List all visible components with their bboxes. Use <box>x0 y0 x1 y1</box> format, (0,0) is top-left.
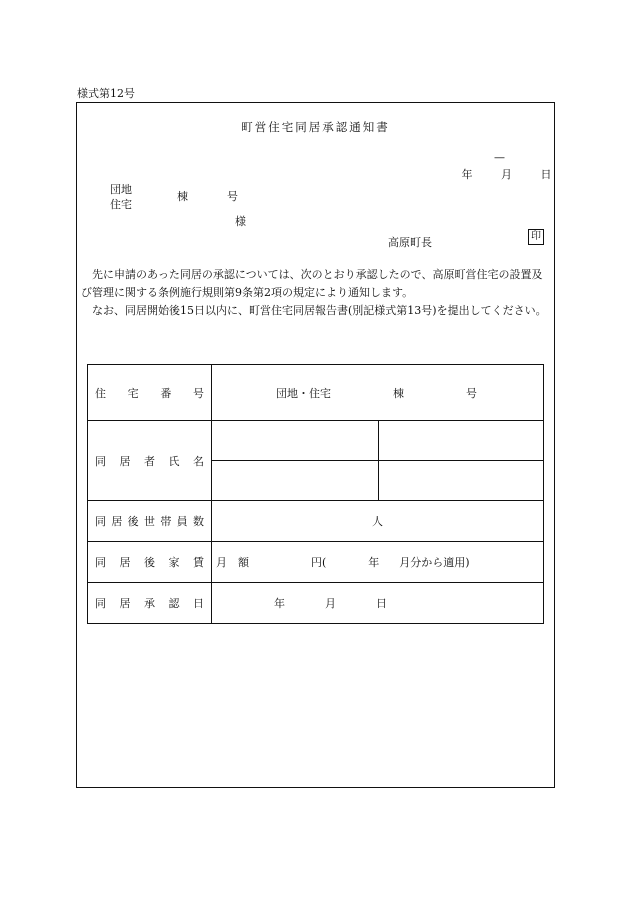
tou-label: 棟 <box>393 386 404 400</box>
jutaku-label: 住宅 <box>110 198 132 211</box>
cohabitant-name-cell-2 <box>379 421 544 461</box>
label-char: 居 <box>119 597 131 610</box>
addressee-sama: 様 <box>235 215 246 228</box>
label-char: 居 <box>111 515 123 528</box>
date-month: 月 <box>501 168 512 181</box>
approval-year: 年 <box>274 597 285 610</box>
applied-from-label: 月分から適用) <box>399 556 470 569</box>
label-char: 賃 <box>193 556 204 569</box>
date-year: 年 <box>461 168 473 181</box>
cohabitant-name-cell-4 <box>379 461 544 501</box>
label-rent <box>88 542 212 583</box>
danchi-jutaku-label: 団地・住宅 <box>276 386 331 400</box>
label-char: 者 <box>144 454 155 468</box>
table-row-rent <box>88 542 544 583</box>
label-char: 氏 <box>168 454 180 468</box>
label-char: 帯 <box>160 515 172 528</box>
label-char: 数 <box>192 515 204 528</box>
label-char: 認 <box>168 597 180 610</box>
cohabitant-name-cell-1 <box>212 421 379 461</box>
document-frame <box>76 102 555 788</box>
label-char: 同 <box>95 515 106 528</box>
approval-month: 月 <box>325 597 336 610</box>
document-title: 町営住宅同居承認通知書 <box>241 120 390 134</box>
addressee-gou: 号 <box>227 190 238 203</box>
table-row-house-number <box>88 365 544 421</box>
label-char: 号 <box>192 386 204 400</box>
label-cohabitant-name <box>88 421 212 501</box>
table-row-household-count <box>88 501 544 542</box>
issuer-name: 高原町長 <box>388 236 432 249</box>
label-char: 後 <box>144 556 155 569</box>
monthly-amount-label: 月 額 <box>216 556 249 569</box>
seal-stamp: 印 <box>528 229 544 245</box>
year-label: 年 <box>368 556 380 569</box>
danchi-label: 団地 <box>110 183 132 196</box>
label-char: 世 <box>143 515 155 528</box>
label-char: 同 <box>95 556 106 569</box>
label-char: 後 <box>127 515 139 528</box>
value-approval-date <box>212 583 544 624</box>
body-paragraph-2: なお、同居開始後15日以内に、町営住宅同居報告書(別記様式第13号)を提出してください。 <box>92 304 547 317</box>
date-day: 日 <box>540 168 552 181</box>
table-row-approval-date <box>88 583 544 624</box>
label-char: 員 <box>176 515 188 528</box>
yen-label: 円( <box>311 556 327 569</box>
date-dash: — <box>494 151 505 164</box>
value-household-count <box>212 501 544 542</box>
unit-person: 人 <box>372 515 383 528</box>
label-char: 日 <box>193 597 204 610</box>
label-house-number <box>88 365 212 421</box>
label-char: 家 <box>168 556 180 569</box>
label-char: 宅 <box>127 386 139 400</box>
label-char: 同 <box>95 454 106 468</box>
label-char: 承 <box>144 597 155 610</box>
label-char: 住 <box>95 386 106 400</box>
label-char: 同 <box>95 597 106 610</box>
addressee-tou: 棟 <box>177 190 188 203</box>
body-paragraph-1: 先に申請のあった同居の承認については、次のとおり承認したので、高原町営住宅の設置及び管理に関する条例施行規則第9条第2項の規定により通知します。 <box>81 268 543 299</box>
label-char: 番 <box>160 386 172 400</box>
label-char: 居 <box>119 454 131 468</box>
value-rent <box>212 542 544 583</box>
info-table <box>87 364 544 624</box>
label-char: 名 <box>193 454 204 468</box>
approval-day: 日 <box>376 597 387 610</box>
cohabitant-name-cell-3 <box>212 461 379 501</box>
form-number: 様式第12号 <box>77 87 135 100</box>
addressee-danchi <box>110 182 132 212</box>
body-text <box>81 266 553 320</box>
table-row-cohabitant-name <box>88 421 544 461</box>
value-house-number <box>212 365 544 421</box>
label-approval-date <box>88 583 212 624</box>
label-char: 居 <box>119 556 131 569</box>
gou-label: 号 <box>466 386 477 400</box>
date-line <box>458 166 552 182</box>
label-household-count <box>88 501 212 542</box>
